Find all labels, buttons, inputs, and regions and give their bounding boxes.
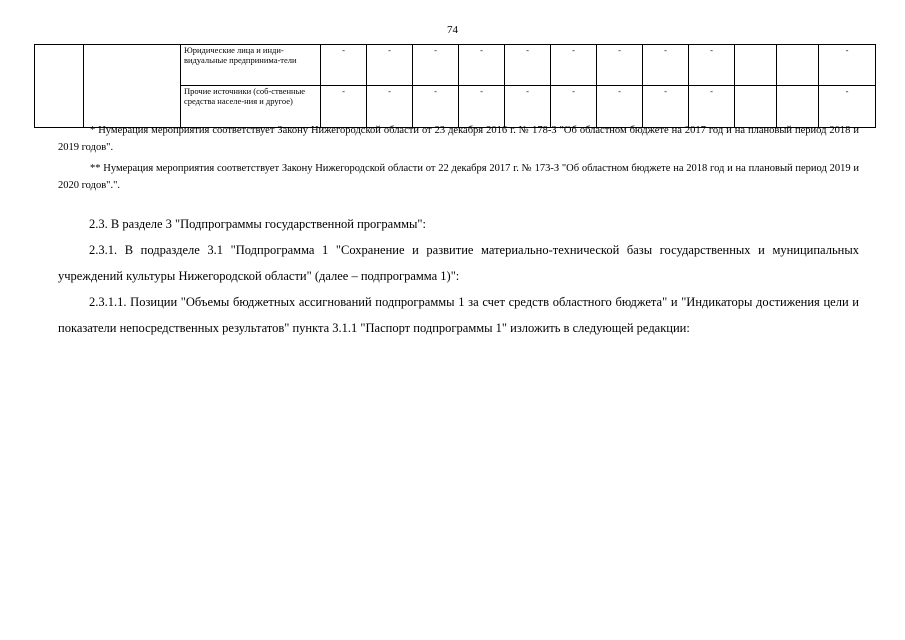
- footnote-1: * Нумерация мероприятия соответствует Закону Нижегородской области от 23 декабря 2016 г. № 178-З "Об областном бюджете на 2017 год и на плановый период 2018 и 2019 годов".: [58, 125, 859, 153]
- paragraph-section-2-3-1: 2.3.1. В подразделе 3.1 "Подпрограмма 1 "Сохранение и развитие материально-технической базы государственных и муниципальных учреждений культуры Нижегородской области" (далее – подпрограмма 1)":: [58, 243, 859, 283]
- table-cell: -: [413, 86, 459, 128]
- table-cell: -: [505, 45, 551, 86]
- footnote-2: ** Нумерация мероприятия соответствует Закону Нижегородской области от 22 декабря 2017 г. № 173-З "Об областном бюджете на 2018 год и на плановый период 2019 и 2020 годов".".: [58, 163, 859, 191]
- table-cell: -: [321, 86, 367, 128]
- table-cell: -: [643, 86, 689, 128]
- row-label-other-sources: Прочие источники (соб-ственные средства населе-ния и другое): [181, 86, 321, 128]
- table-cell: -: [459, 45, 505, 86]
- table-cell: -: [643, 45, 689, 86]
- paragraph-section-2-3-1-1: 2.3.1.1. Позиции "Объемы бюджетных ассигнований подпрограммы 1 за счет средств областного бюджета" и "Индикаторы достижения цели и показатели непосредственных результатов" пункта 3.1.1 "Паспорт подпрограммы 1" изложить в следующей редакции:: [58, 295, 859, 335]
- table-cell: -: [367, 86, 413, 128]
- paragraph-section-2-3: 2.3. В разделе 3 "Подпрограммы государственной программы":: [89, 217, 426, 231]
- table-cell: -: [819, 45, 876, 86]
- body-text: [58, 211, 859, 341]
- table-cell: -: [551, 86, 597, 128]
- table-cell: -: [551, 45, 597, 86]
- table-cell-empty: [35, 45, 84, 128]
- table-cell-empty: [84, 45, 181, 128]
- table-cell: -: [413, 45, 459, 86]
- footnotes: [58, 122, 859, 194]
- budget-table: [34, 44, 876, 128]
- table-cell: -: [689, 86, 735, 128]
- table-cell: -: [321, 45, 367, 86]
- table-row: [35, 45, 876, 86]
- table-cell: [777, 45, 819, 86]
- table-cell: -: [459, 86, 505, 128]
- table-cell: -: [367, 45, 413, 86]
- page-number: 74: [447, 24, 458, 36]
- table-cell: -: [819, 86, 876, 128]
- table-cell: -: [597, 86, 643, 128]
- row-label-legal-entities: Юридические лица и инди-видуальные предпринима-тели: [181, 45, 321, 86]
- table-cell: -: [597, 45, 643, 86]
- table-cell: -: [505, 86, 551, 128]
- table-cell: [735, 45, 777, 86]
- table-cell: -: [689, 45, 735, 86]
